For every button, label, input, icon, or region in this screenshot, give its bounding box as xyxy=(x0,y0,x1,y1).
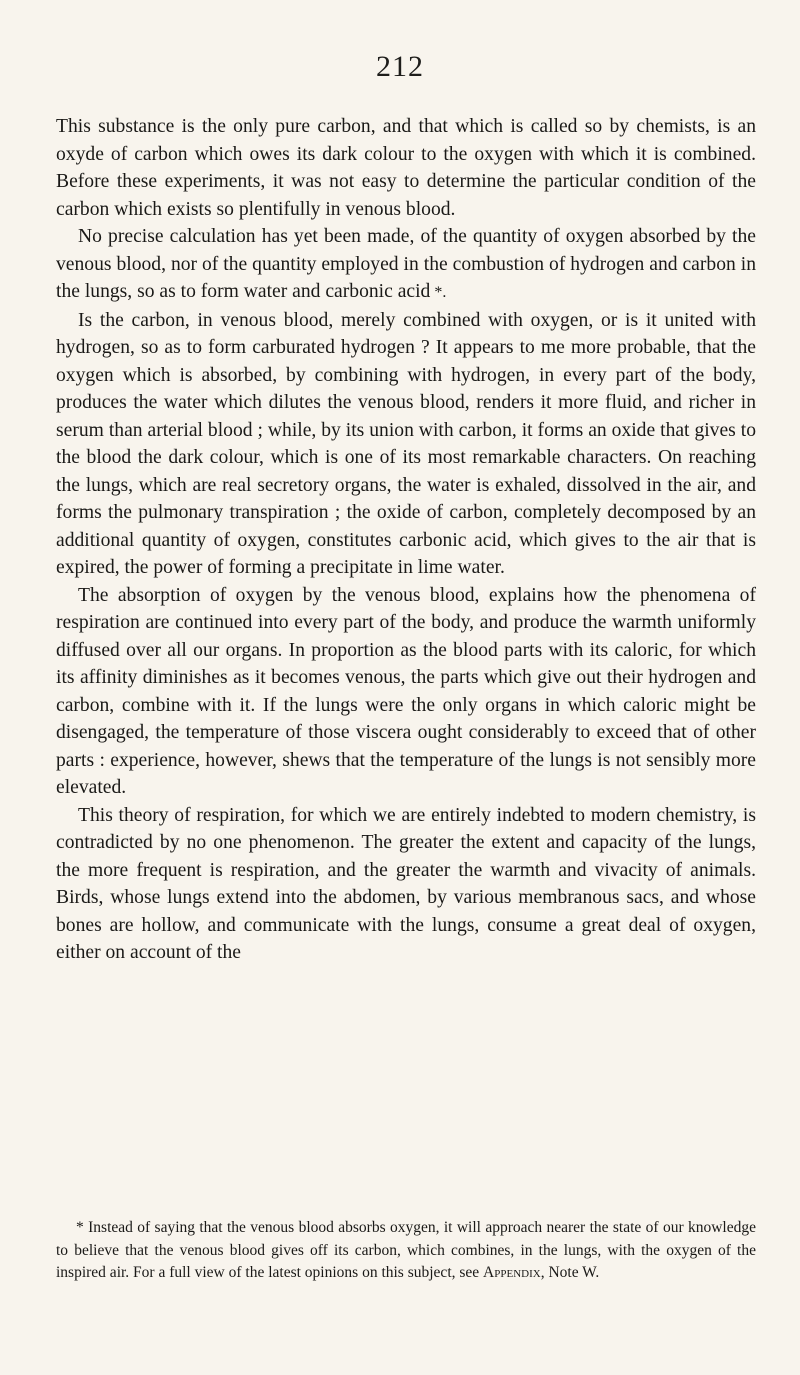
paragraph-3: Is the carbon, in venous blood, merely combined with oxygen, or is it united with hydrogen, so as to form carburated hydrogen ? It appears to me more probable, that the oxygen which is absorbed, by combining with hydrogen, in every part of the body, produces the water which dilutes the venous blood, renders it more fluid, and richer in serum than arterial blood ; while, by its union with carbon, it forms an oxide that gives to the blood the dark colour, which is one of its most remarkable characters. On reaching the lungs, which are real secretory organs, the water is exhaled, dissolved in the air, and forms the pulmonary transpiration ; the oxide of carbon, completely decomposed by an additional quantity of oxygen, constitutes carbonic acid, which gives to the air that is expired, the power of forming a precipitate in lime water. xyxy=(56,309,756,578)
footnote xyxy=(56,1217,756,1285)
paragraph-2 xyxy=(56,223,756,307)
paragraph-2-text: No precise calculation has yet been made, of the quantity of oxygen absorbed by the venous blood, nor of the quantity employed in the combustion of hydrogen and carbon in the lungs, so as to form water and carbonic acid xyxy=(56,226,756,302)
footnote-appendix: Appendix xyxy=(483,1264,541,1281)
paragraph-1: This substance is the only pure carbon, and that which is called so by chemists, is an oxyde of carbon which owes its dark colour to the oxygen with which it is combined. Before these experiments, it was not easy to determine the particular condition of the carbon which exists so plentifully in venous blood. xyxy=(56,116,756,220)
paragraph-4: The absorption of oxygen by the venous blood, explains how the phenomena of respiration are continued into every part of the body, and produce the warmth uniformly diffused over all our organs. In proportion as the blood parts with its caloric, for which its affinity diminishes as it becomes venous, the parts which give out their hydrogen and carbon, combine with it. If the lungs were the only organs in which caloric might be disengaged, the temperature of those viscera ought considerably to exceed that of other parts : experience, however, shews that the temperature of the lungs is not sensibly more elevated. xyxy=(56,584,756,798)
footnote-tail: , Note W. xyxy=(540,1264,600,1281)
page-number: 212 xyxy=(376,50,424,83)
body-text xyxy=(56,113,756,967)
footnote-text: * Instead of saying that the venous blood absorbs oxygen, it will approach nearer the state of our knowledge to believe that the venous blood gives off its carbon, which combines, in the lungs, with the oxygen of the inspired air. For a full view of the latest opinions on this subject, see xyxy=(56,1219,756,1281)
footnote-reference: *. xyxy=(430,284,447,301)
paragraph-5: This theory of respiration, for which we are entirely indebted to modern chemistry, is contradicted by no one phenomenon. The greater the extent and capacity of the lungs, the more frequent is respiration, and the greater the warmth and vivacity of animals. Birds, whose lungs extend into the abdomen, by various membranous sacs, and whose bones are hollow, and communicate with the lungs, consume a great deal of oxygen, either on account of the xyxy=(56,804,756,963)
